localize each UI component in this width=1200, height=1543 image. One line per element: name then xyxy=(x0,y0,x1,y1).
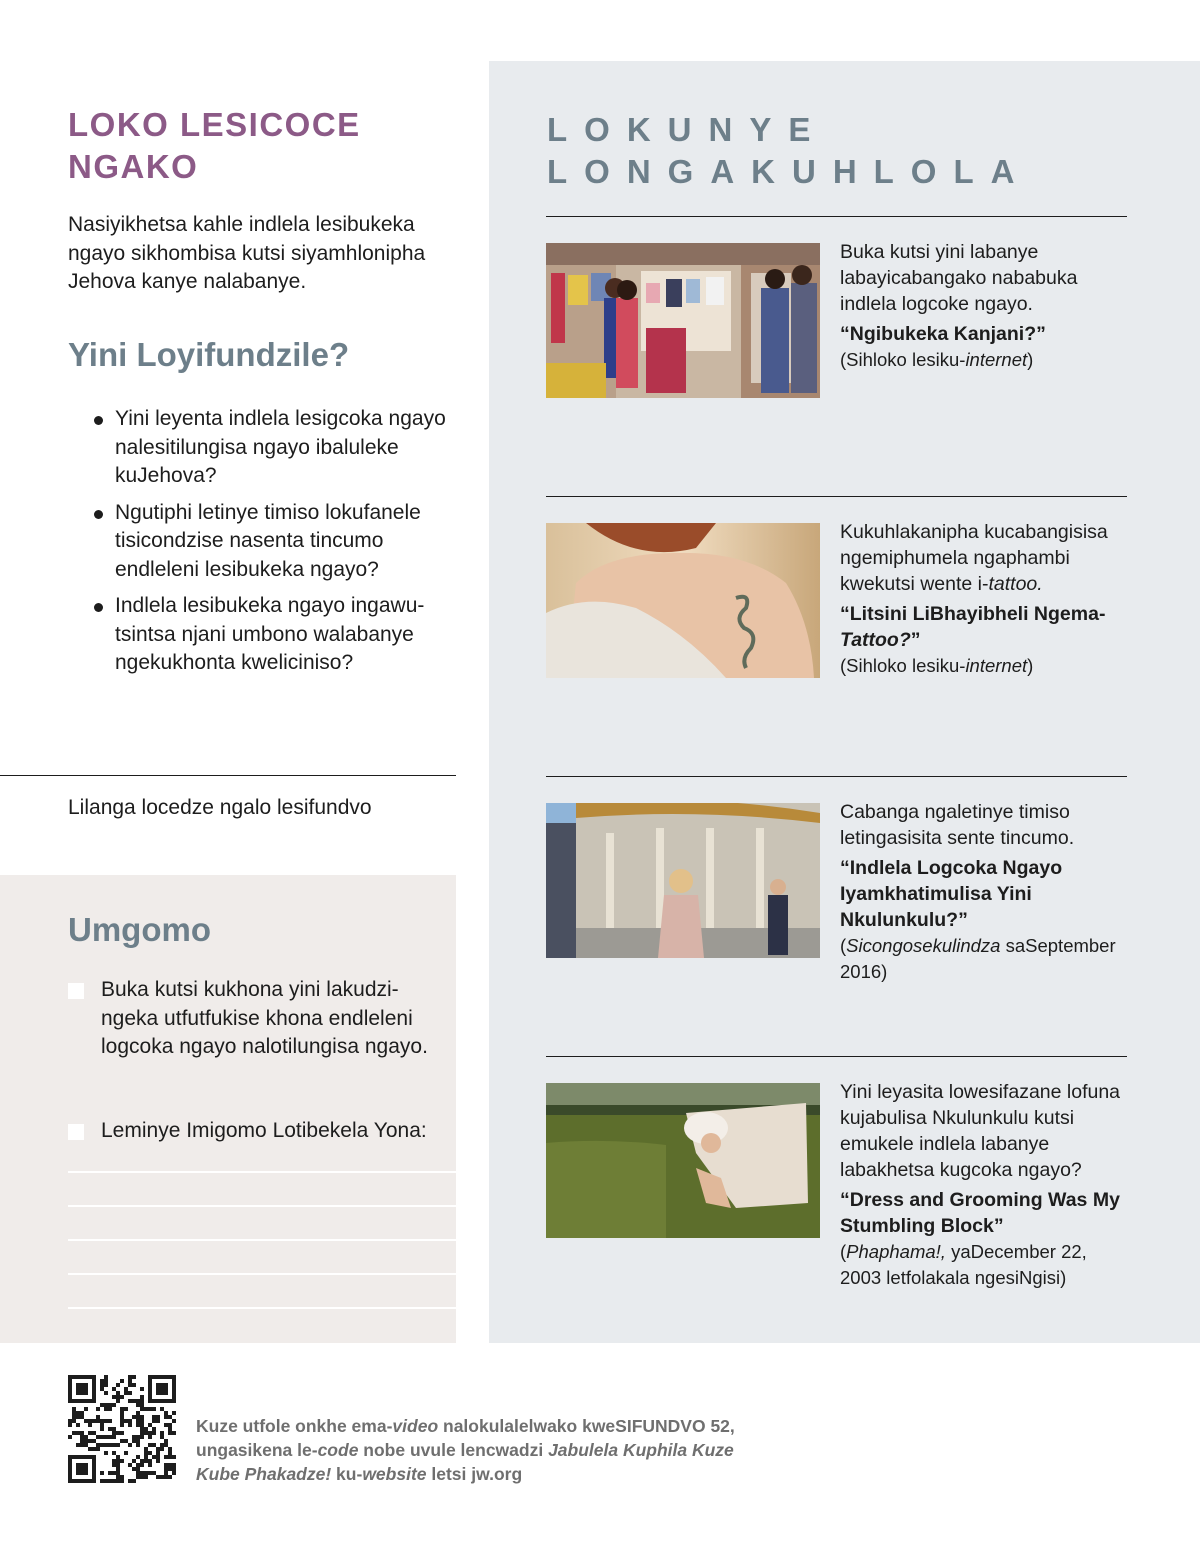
date-completed-label: Lilanga locedze ngalo lesifundvo xyxy=(68,796,372,819)
resource-source: (Phaphama!, yaDecember 22, 2003 letfolakala ngesiNgisi) xyxy=(840,1241,1087,1288)
news-reporter-stadium-photo xyxy=(546,803,820,958)
resource-description: Yini leyasita lowesifazane lofuna kujabulisa Nkulunkulu kutsi emukele indlela labanye labakhetsa kugcoka ngayo? xyxy=(840,1081,1121,1181)
resource-text xyxy=(840,1079,1130,1291)
resource-item[interactable] xyxy=(546,776,1127,1056)
goal-text: Leminye Imigomo Lotibekela Yona: xyxy=(101,1119,427,1142)
bullet-icon xyxy=(94,603,103,612)
resource-source: (Sihloko lesiku-internet) xyxy=(840,349,1034,370)
checkbox[interactable] xyxy=(68,983,84,999)
summary-title xyxy=(68,104,448,188)
summary-title-line: LOKO LESICOCE xyxy=(68,106,361,143)
summary-text: Nasiyikhetsa kahle indlela lesibukeka ngayo sikhombisa kutsi siyamhlonipha Jehova kanye nalabanye. xyxy=(68,213,426,293)
resource-text xyxy=(840,239,1130,373)
question-text: Indlela lesibukeka ngayo ingawutsintsa njani umbono walabanye ngekukhonta kweliciniso? xyxy=(115,594,425,674)
qr-code-icon[interactable] xyxy=(68,1375,176,1483)
explore-title-line: LONGAKUHLOLA xyxy=(547,153,1032,190)
resource-item[interactable] xyxy=(546,496,1127,776)
woman-in-field-photo xyxy=(546,1083,820,1238)
goal-item xyxy=(68,1117,448,1146)
resource-title[interactable]: “Ngibukeka Kanjani?” xyxy=(840,323,1046,345)
write-in-line[interactable] xyxy=(68,1239,456,1241)
resource-title[interactable]: “Litsini LiBhayibheli Ngema-Tattoo?” xyxy=(840,603,1106,651)
question-text: Ngutiphi letinye timiso lokufanele tisicondzise nasenta tincumo endleleni lesibukeka ngayo? xyxy=(115,500,421,581)
review-question xyxy=(92,592,456,678)
resource-description: Buka kutsi yini labanye labayicabangako nababuka indlela logcoke ngayo. xyxy=(840,241,1078,315)
goal-item xyxy=(68,976,448,1062)
question-text: Yini leyenta indlela lesigcoka ngayo nalesitilungisa ngayo ibaluleke kuJehova? xyxy=(115,407,446,487)
bullet-icon xyxy=(94,510,103,519)
goal-text: Buka kutsi kukhona yini lakudzingeka utfutfukise khona endleleni logcoka ngayo nalotilungisa ngayo. xyxy=(101,978,428,1058)
resource-title[interactable]: “Indlela Logcoka Ngayo Iyamkhatimulisa Yini Nkulunkulu?” xyxy=(840,857,1063,931)
explore-panel xyxy=(489,61,1200,1343)
shoulder-tattoo-photo xyxy=(546,523,820,678)
resource-source: (Sihloko lesiku-internet) xyxy=(840,655,1034,676)
clothing-store-photo xyxy=(546,243,820,398)
goals-box xyxy=(0,875,456,1343)
write-in-line[interactable] xyxy=(68,1205,456,1207)
summary-title-line: NGAKO xyxy=(68,148,199,185)
write-in-line[interactable] xyxy=(68,1273,456,1275)
write-in-line[interactable] xyxy=(68,1307,456,1309)
bullet-icon xyxy=(94,416,103,425)
divider xyxy=(0,775,456,776)
resource-title[interactable]: “Dress and Grooming Was My Stumbling Block” xyxy=(840,1189,1120,1237)
review-question xyxy=(92,405,456,491)
goals-heading: Umgomo xyxy=(68,911,211,948)
explore-title xyxy=(547,109,1031,193)
explore-title-line: LOKUNYE xyxy=(547,111,828,148)
resource-text xyxy=(840,519,1130,679)
resource-description: Kukuhlakanipha kucabangisisa ngemiphumela ngaphambi kwekutsi wente i-tattoo. xyxy=(840,521,1108,595)
resource-item[interactable] xyxy=(546,1056,1127,1336)
resource-item[interactable] xyxy=(546,216,1127,496)
review-question xyxy=(92,499,456,585)
checkbox[interactable] xyxy=(68,1124,84,1140)
footer-text: Kuze utfole onkhe ema-video nalokulalelwako kweSIFUNDVO 52, ungasikena le-code nobe uvule lencwadzi Jabulela Kuphila Kuze Kube Phakadze! ku-website letsi jw.org xyxy=(196,1416,735,1484)
resource-text xyxy=(840,799,1130,985)
write-in-line[interactable] xyxy=(68,1171,456,1173)
review-question-list xyxy=(92,405,456,686)
resource-source: (Sicongosekulindza saSeptember 2016) xyxy=(840,935,1116,982)
resource-description: Cabanga ngaletinye timiso letingasisita sente tincumo. xyxy=(840,801,1075,849)
review-heading: Yini Loyifundzile? xyxy=(68,336,350,373)
